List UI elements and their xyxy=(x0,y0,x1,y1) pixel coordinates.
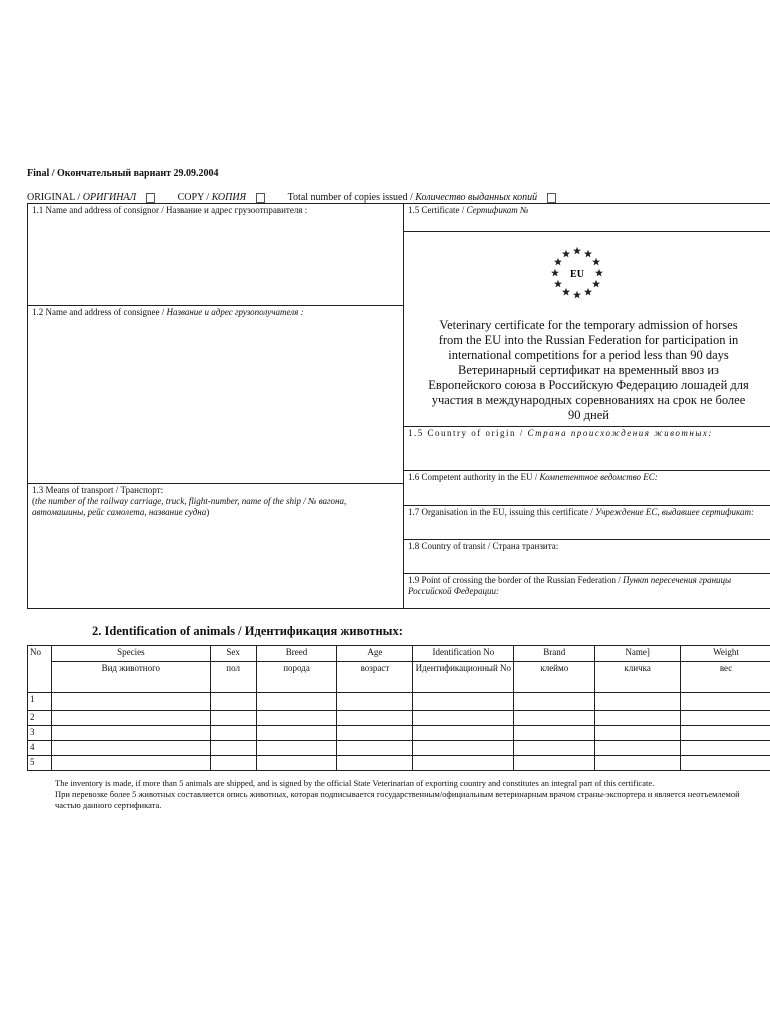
header-cell-ru: пол xyxy=(210,662,256,693)
header-cell-en: Identification No xyxy=(413,646,514,662)
table-cell[interactable] xyxy=(681,693,770,711)
header-cell-ru: Идентификационный No xyxy=(413,662,514,693)
eu-star-icon xyxy=(592,258,600,266)
section-2-title: 2. Identification of animals / Идентификация животных: xyxy=(92,624,403,638)
eu-star-icon xyxy=(554,258,562,266)
header-cell-ru: возраст xyxy=(337,662,413,693)
eu-star-icon xyxy=(551,269,559,277)
consignee-label: 1.2 Name and address of consignee / Название и адрес грузополучателя : xyxy=(32,307,304,317)
transit-box[interactable] xyxy=(403,539,770,574)
table-cell[interactable] xyxy=(595,726,681,741)
table-cell[interactable] xyxy=(413,756,514,771)
header-cell-en: Sex xyxy=(210,646,256,662)
table-cell[interactable] xyxy=(681,711,770,726)
eu-stars-emblem xyxy=(544,240,610,306)
certificate-title-box xyxy=(403,231,770,427)
table-cell[interactable] xyxy=(681,756,770,771)
border-crossing-box[interactable] xyxy=(403,573,770,609)
table-cell[interactable] xyxy=(595,693,681,711)
table-cell[interactable] xyxy=(413,726,514,741)
certificate-title-ru: Ветеринарный сертификат на временный ввоз из Европейского союза в Российскую Федерацию лошадей для участия в международных соревнованиях на срок не более 90 дней xyxy=(428,363,749,422)
table-cell[interactable] xyxy=(413,711,514,726)
table-row xyxy=(28,741,770,756)
animals-table xyxy=(27,645,770,771)
table-cell[interactable] xyxy=(514,693,595,711)
row-number: 2 xyxy=(28,711,52,726)
row-number: 3 xyxy=(28,726,52,741)
header-cell-ru: клеймо xyxy=(514,662,595,693)
table-row xyxy=(28,756,770,771)
table-row xyxy=(28,693,770,711)
eu-star-icon xyxy=(562,250,570,258)
organisation-box[interactable] xyxy=(403,505,770,540)
table-cell[interactable] xyxy=(210,756,256,771)
row-number: 1 xyxy=(28,693,52,711)
eu-star-icon xyxy=(562,288,570,296)
copy-label-ru: КОПИЯ xyxy=(211,192,247,203)
table-cell[interactable] xyxy=(51,711,210,726)
total-copies-label: Total number of copies issued / xyxy=(287,192,416,203)
table-row xyxy=(28,711,770,726)
table-cell[interactable] xyxy=(210,693,256,711)
table-cell[interactable] xyxy=(514,711,595,726)
table-cell[interactable] xyxy=(210,711,256,726)
transport-box[interactable] xyxy=(27,483,404,609)
eu-star-icon xyxy=(554,280,562,288)
table-cell[interactable] xyxy=(51,693,210,711)
border-crossing-label: 1.9 Point of crossing the border of the Russian Federation / Пункт пересечения границы Российской Федерации: xyxy=(408,575,732,596)
certificate-label: 1.5 Certificate / Сертификат № xyxy=(408,205,529,215)
table-cell[interactable] xyxy=(337,756,413,771)
copy-type-line xyxy=(27,192,562,203)
certificate-title-en: Veterinary certificate for the temporary admission of horses from the EU into the Russian Federation for participation in international competitions for a period less than 90 days xyxy=(438,318,739,362)
original-label-ru: ОРИГИНАЛ xyxy=(82,192,137,203)
authority-label: 1.6 Competent authority in the EU / Компетентное ведомство ЕС: xyxy=(408,472,658,482)
table-cell[interactable] xyxy=(681,741,770,756)
table-cell[interactable] xyxy=(514,756,595,771)
original-checkbox[interactable] xyxy=(146,193,155,203)
total-copies-checkbox[interactable] xyxy=(547,193,556,203)
transport-label: 1.3 Means of transport / Транспорт: (the number of the railway carriage, truck, flight-number, name of the ship / № вагона, автомашины, рейс самолета, название судна) xyxy=(32,485,347,517)
table-cell[interactable] xyxy=(51,726,210,741)
eu-star-icon xyxy=(595,269,603,277)
header-cell-en: Age xyxy=(337,646,413,662)
inventory-note xyxy=(55,778,755,811)
table-row xyxy=(28,726,770,741)
eu-star-icon xyxy=(573,291,581,299)
header-cell-en: Brand xyxy=(514,646,595,662)
table-cell[interactable] xyxy=(681,726,770,741)
table-cell[interactable] xyxy=(51,756,210,771)
inventory-note-en: The inventory is made, if more than 5 animals are shipped, and is signed by the official State Veterinarian of exporting country and constitutes an integral part of this certificate. xyxy=(55,778,655,788)
authority-box[interactable] xyxy=(403,470,770,506)
table-cell[interactable] xyxy=(256,741,337,756)
inventory-note-ru: При перевозке более 5 животных составляется опись животных, которая подписывается государственным/официальным ветеринарным врачом страны-экспортера и является неотъемлемой частью данного сертификата. xyxy=(55,789,740,810)
header-cell-ru: Вид животного xyxy=(51,662,210,693)
consignor-label: 1.1 Name and address of consignor / Название и адрес грузоотправителя : xyxy=(32,205,308,215)
document-version: Final / Окончательный вариант 29.09.2004 xyxy=(27,168,219,179)
table-cell[interactable] xyxy=(210,741,256,756)
eu-star-icon xyxy=(584,250,592,258)
eu-star-icon xyxy=(584,288,592,296)
copy-checkbox[interactable] xyxy=(256,193,265,203)
origin-label: 1.5 Country of origin / Страна происхождения животных: xyxy=(408,428,713,438)
table-cell[interactable] xyxy=(256,756,337,771)
table-cell[interactable] xyxy=(595,741,681,756)
organisation-label: 1.7 Organisation in the EU, issuing this certificate / Учреждение ЕС, выдавшее сертификат: xyxy=(408,507,755,517)
header-cell-en: Weight xyxy=(681,646,770,662)
header-cell-en: Breed xyxy=(256,646,337,662)
table-cell[interactable] xyxy=(595,711,681,726)
row-number: 5 xyxy=(28,756,52,771)
original-label: ORIGINAL / xyxy=(27,192,83,203)
table-cell[interactable] xyxy=(413,693,514,711)
header-cell-ru: кличка xyxy=(595,662,681,693)
header-cell-ru: вес xyxy=(681,662,770,693)
copy-label: COPY / xyxy=(177,192,212,203)
eu-label: EU xyxy=(570,269,584,280)
table-cell[interactable] xyxy=(337,741,413,756)
table-cell[interactable] xyxy=(256,711,337,726)
header-cell-en: No xyxy=(28,646,52,693)
consignee-box[interactable] xyxy=(27,305,404,484)
certificate-title xyxy=(426,318,751,423)
table-cell[interactable] xyxy=(337,726,413,741)
table-cell[interactable] xyxy=(256,693,337,711)
table-cell[interactable] xyxy=(514,741,595,756)
table-cell[interactable] xyxy=(256,726,337,741)
table-cell[interactable] xyxy=(51,741,210,756)
origin-box[interactable] xyxy=(403,426,770,471)
table-cell[interactable] xyxy=(514,726,595,741)
table-cell[interactable] xyxy=(413,741,514,756)
certificate-number-box[interactable] xyxy=(403,203,770,232)
header-cell-en: Species xyxy=(51,646,210,662)
header-cell-en: Name] xyxy=(595,646,681,662)
table-cell[interactable] xyxy=(337,711,413,726)
row-number: 4 xyxy=(28,741,52,756)
eu-star-icon xyxy=(573,247,581,255)
header-cell-ru: порода xyxy=(256,662,337,693)
consignor-box[interactable] xyxy=(27,203,404,306)
transit-label: 1.8 Country of transit / Страна транзита: xyxy=(408,541,559,551)
eu-star-icon xyxy=(592,280,600,288)
table-cell[interactable] xyxy=(337,693,413,711)
table-cell[interactable] xyxy=(595,756,681,771)
table-cell[interactable] xyxy=(210,726,256,741)
total-copies-label-ru: Количество выданных копий xyxy=(415,192,538,203)
